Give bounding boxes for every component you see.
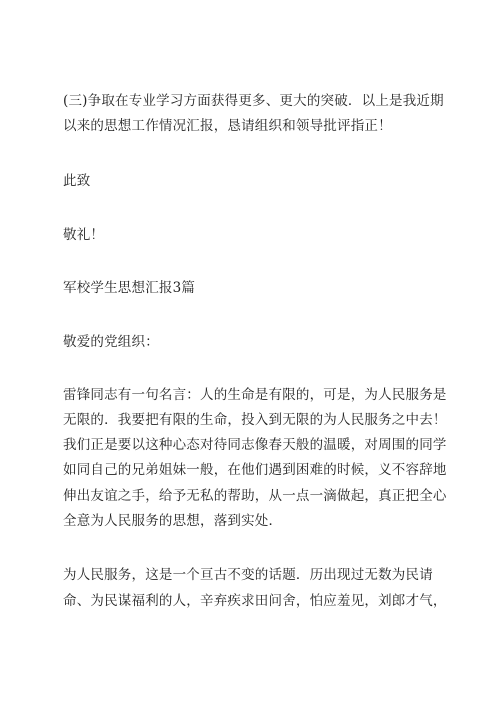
- paragraph-2-line-5: 伸出友谊之手，给予无私的帮助，从一点一滴做起，真正把全心: [63, 488, 447, 504]
- paragraph-2-line-6: 全意为人民服务的思想，落到实处．: [63, 513, 283, 529]
- paragraph-2-line-4: 如同自己的兄弟姐妹一般，在他们遇到困难的时候，义不容辞地: [63, 462, 447, 478]
- closing-salutation: 此致: [63, 173, 91, 189]
- paragraph-2-line-1: 雷锋同志有一句名言：人的生命是有限的，可是，为人民服务是: [63, 387, 447, 403]
- paragraph-3-line-1: 为人民服务，这是一个亘古不变的话题．历出现过无数为民请: [63, 567, 433, 583]
- paragraph-3-line-2: 命、为民谋福利的人，辛弃疾求田问舍，怕应羞见，刘郎才气，: [63, 593, 447, 609]
- closing-regards: 敬礼！: [63, 227, 105, 243]
- paragraph-2-line-3: 我们正是要以这种心态对待同志像春天般的温暖，对周围的同学: [63, 437, 447, 453]
- salutation: 敬爱的党组织：: [63, 334, 159, 350]
- paragraph-1-line-2: 以来的思想工作情况汇报，恳请组织和领导批评指正！: [63, 118, 392, 134]
- section-title: 军校学生思想汇报3篇: [63, 280, 196, 296]
- paragraph-1-line-1: (三)争取在专业学习方面获得更多、更大的突破．以上是我近期: [63, 93, 444, 109]
- paragraph-2-line-2: 无限的．我要把有限的生命，投入到无限的为人民服务之中去！: [63, 412, 447, 428]
